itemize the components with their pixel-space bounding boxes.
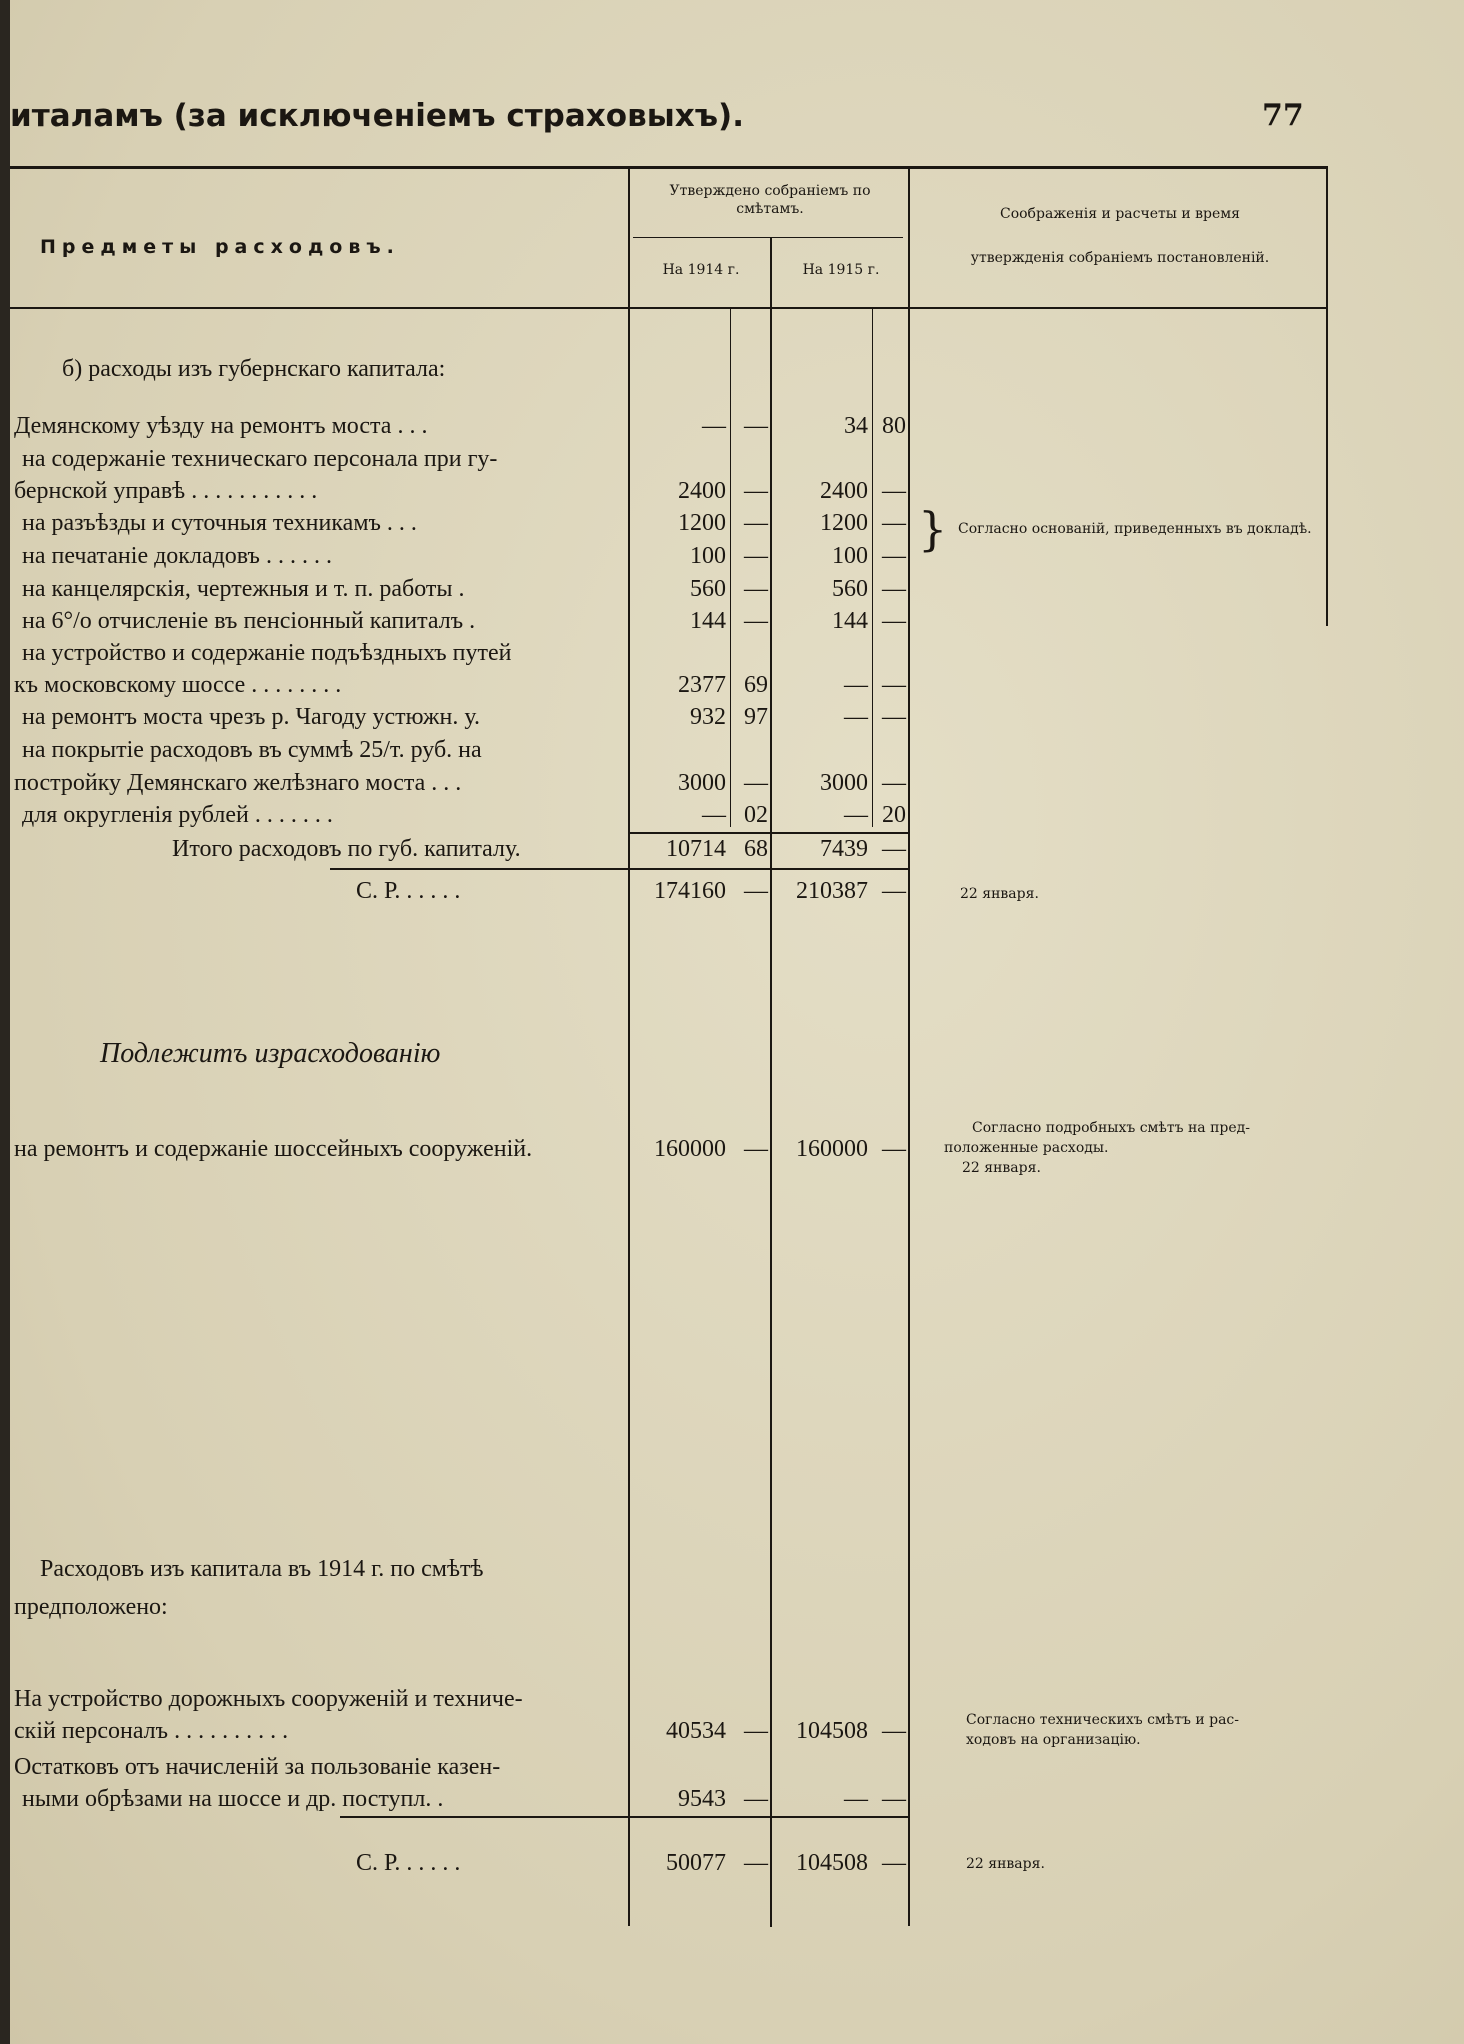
sr2-1915-kop: —	[882, 1850, 906, 1876]
col-divider-3	[908, 166, 910, 1926]
cell-1915-rub: —	[844, 704, 868, 730]
cell-1914-rub: 1200	[678, 510, 726, 536]
final-rule	[340, 1816, 908, 1818]
balance-1914-rub: 9543	[678, 1786, 726, 1812]
highway-1915-rub: 160000	[796, 1136, 868, 1162]
table-row-label: Демянскому уѣзду на ремонтъ моста . . .	[14, 413, 428, 439]
brace-icon: }	[918, 502, 948, 556]
road-note-2: ходовъ на организацію.	[966, 1732, 1141, 1748]
cell-1915-kop: —	[882, 510, 906, 536]
cell-1914-rub: 3000	[678, 770, 726, 796]
note-reports: Согласно основаній, приведенныхъ въ докладѣ.	[958, 521, 1312, 537]
col-divider-1	[628, 166, 630, 1926]
sr2-1915-rub: 104508	[796, 1850, 868, 1876]
road-1914-rub: 40534	[666, 1718, 726, 1744]
cell-1915-rub: 1200	[820, 510, 868, 536]
total-gub-1914-rub: 10714	[666, 836, 726, 862]
sr1-label: С. Р. . . . . .	[356, 878, 461, 904]
road-label-1: На устройство дорожныхъ сооруженій и техниче-	[14, 1686, 523, 1712]
page-number: 77	[1262, 98, 1304, 133]
cell-1914-rub: 560	[690, 576, 726, 602]
sr2-note: 22 января.	[966, 1856, 1045, 1872]
highway-1915-kop: —	[882, 1136, 906, 1162]
balance-1914-kop: —	[744, 1786, 768, 1812]
col-divider-right	[1326, 166, 1328, 626]
table-row-label: на покрытіе расходовъ въ суммѣ 25/т. руб. на	[22, 737, 482, 763]
subtotal-rule	[628, 832, 908, 834]
table-row-label: бернской управѣ . . . . . . . . . . .	[14, 478, 318, 504]
sr2-1914-kop: —	[744, 1850, 768, 1876]
cell-1915-kop: —	[882, 543, 906, 569]
table-row-label: къ московскому шоссе . . . . . . . .	[14, 672, 342, 698]
header-bottom-rule	[10, 307, 1326, 309]
cell-1915-rub: 144	[832, 608, 868, 634]
sr2-label: С. Р. . . . . .	[356, 1850, 461, 1876]
cell-1914-rub: —	[702, 413, 726, 439]
balance-1915-kop: —	[882, 1786, 906, 1812]
cell-1915-rub: —	[844, 802, 868, 828]
total-rule	[330, 868, 908, 870]
cell-1914-rub: —	[702, 802, 726, 828]
cell-1915-kop: —	[882, 608, 906, 634]
table-row-label: на печатаніе докладовъ . . . . . .	[22, 543, 332, 569]
road-label-2: скій персоналъ . . . . . . . . . .	[14, 1718, 289, 1744]
cell-1914-kop: 97	[744, 704, 768, 730]
highway-note-3: 22 января.	[962, 1160, 1041, 1176]
cell-1914-kop: 69	[744, 672, 768, 698]
sr2-1914-rub: 50077	[666, 1850, 726, 1876]
cell-1915-kop: —	[882, 478, 906, 504]
table-row-label: на содержаніе техническаго персонала при гу-	[22, 446, 498, 472]
capital-line-2: предположено:	[14, 1594, 168, 1620]
capital-line-1: Расходовъ изъ капитала въ 1914 г. по смѣтѣ	[40, 1556, 484, 1582]
table-top-rule	[10, 166, 1326, 169]
table-row-label: для округленія рублей . . . . . . .	[22, 802, 333, 828]
table-row-label: постройку Демянскаго желѣзнаго моста . . .	[14, 770, 462, 796]
binding-edge	[0, 0, 10, 2044]
cell-1914-kop: —	[744, 576, 768, 602]
cell-1915-rub: 3000	[820, 770, 868, 796]
balance-label-1: Остатковъ отъ начисленій за пользованіе казен-	[14, 1754, 501, 1780]
cell-1914-kop: —	[744, 413, 768, 439]
balance-label-2: ными обрѣзами на шоссе и др. поступл. .	[22, 1786, 444, 1812]
subject-header: Предметы расходовъ.	[40, 236, 400, 258]
sr1-1915-kop: —	[882, 878, 906, 904]
table-row-label: на ремонтъ моста чрезъ р. Чагоду устюжн. у.	[22, 704, 480, 730]
highway-note-1: Согласно подробныхъ смѣтъ на пред-	[972, 1120, 1251, 1136]
balance-1915-rub: —	[844, 1786, 868, 1812]
sr1-1914-rub: 174160	[654, 878, 726, 904]
subheading: Подлежитъ израсходованію	[100, 1038, 441, 1069]
cell-1915-rub: 2400	[820, 478, 868, 504]
year-1914-header: На 1914 г.	[662, 262, 740, 278]
approved-sub-rule	[633, 237, 903, 238]
col-divider-2	[770, 237, 772, 1927]
cell-1914-kop: 02	[744, 802, 768, 828]
cell-1915-rub: 560	[832, 576, 868, 602]
highway-note-2: положенные расходы.	[944, 1140, 1109, 1156]
sr1-note: 22 января.	[960, 886, 1039, 902]
cell-1914-rub: 2377	[678, 672, 726, 698]
cell-1914-kop: —	[744, 770, 768, 796]
road-note-1: Согласно техническихъ смѣтъ и рас-	[966, 1712, 1240, 1728]
cell-1915-kop: —	[882, 576, 906, 602]
road-1915-rub: 104508	[796, 1718, 868, 1744]
table-row-label: на 6°/о отчисленіе въ пенсіонный капиталъ .	[22, 608, 476, 634]
section-heading: б) расходы изъ губернскаго капитала:	[62, 356, 446, 382]
total-gub-1915-kop: —	[882, 836, 906, 862]
cell-1914-kop: —	[744, 510, 768, 536]
page-header-title: италамъ (за исключеніемъ страховыхъ).	[10, 98, 744, 134]
table-row-label: на канцелярскія, чертежныя и т. п. работы .	[22, 576, 465, 602]
cell-1914-kop: —	[744, 608, 768, 634]
road-1915-kop: —	[882, 1718, 906, 1744]
cell-1914-rub: 932	[690, 704, 726, 730]
cell-1915-kop: —	[882, 770, 906, 796]
cell-1915-kop: 80	[882, 413, 906, 439]
approved-header: Утверждено собраніемъ по смѣтамъ.	[669, 183, 871, 217]
sr1-1915-rub: 210387	[796, 878, 868, 904]
total-gub-label: Итого расходовъ по губ. капиталу.	[172, 836, 521, 862]
sr1-1914-kop: —	[744, 878, 768, 904]
cell-1914-kop: —	[744, 543, 768, 569]
cell-1915-kop: 20	[882, 802, 906, 828]
cell-1915-kop: —	[882, 704, 906, 730]
cell-1914-kop: —	[744, 478, 768, 504]
cell-1914-rub: 100	[690, 543, 726, 569]
cell-1915-rub: 100	[832, 543, 868, 569]
table-row-label: на устройство и содержаніе подъѣздныхъ путей	[22, 640, 512, 666]
cell-1915-rub: 34	[844, 413, 868, 439]
table-row-label: на разъѣзды и суточныя техникамъ . . .	[22, 510, 417, 536]
col-divider-kop1	[730, 307, 731, 827]
total-gub-1914-kop: 68	[744, 836, 768, 862]
cell-1914-rub: 144	[690, 608, 726, 634]
cell-1915-rub: —	[844, 672, 868, 698]
cell-1914-rub: 2400	[678, 478, 726, 504]
highway-label: на ремонтъ и содержаніе шоссейныхъ сооруженій.	[14, 1136, 533, 1162]
total-gub-1915-rub: 7439	[820, 836, 868, 862]
year-1915-header: На 1915 г.	[802, 262, 880, 278]
remarks-header-2: утвержденія собраніемъ постановленій.	[970, 250, 1270, 266]
cell-1915-kop: —	[882, 672, 906, 698]
road-1914-kop: —	[744, 1718, 768, 1744]
highway-1914-kop: —	[744, 1136, 768, 1162]
highway-1914-rub: 160000	[654, 1136, 726, 1162]
remarks-header-1: Соображенія и расчеты и время	[999, 206, 1240, 222]
